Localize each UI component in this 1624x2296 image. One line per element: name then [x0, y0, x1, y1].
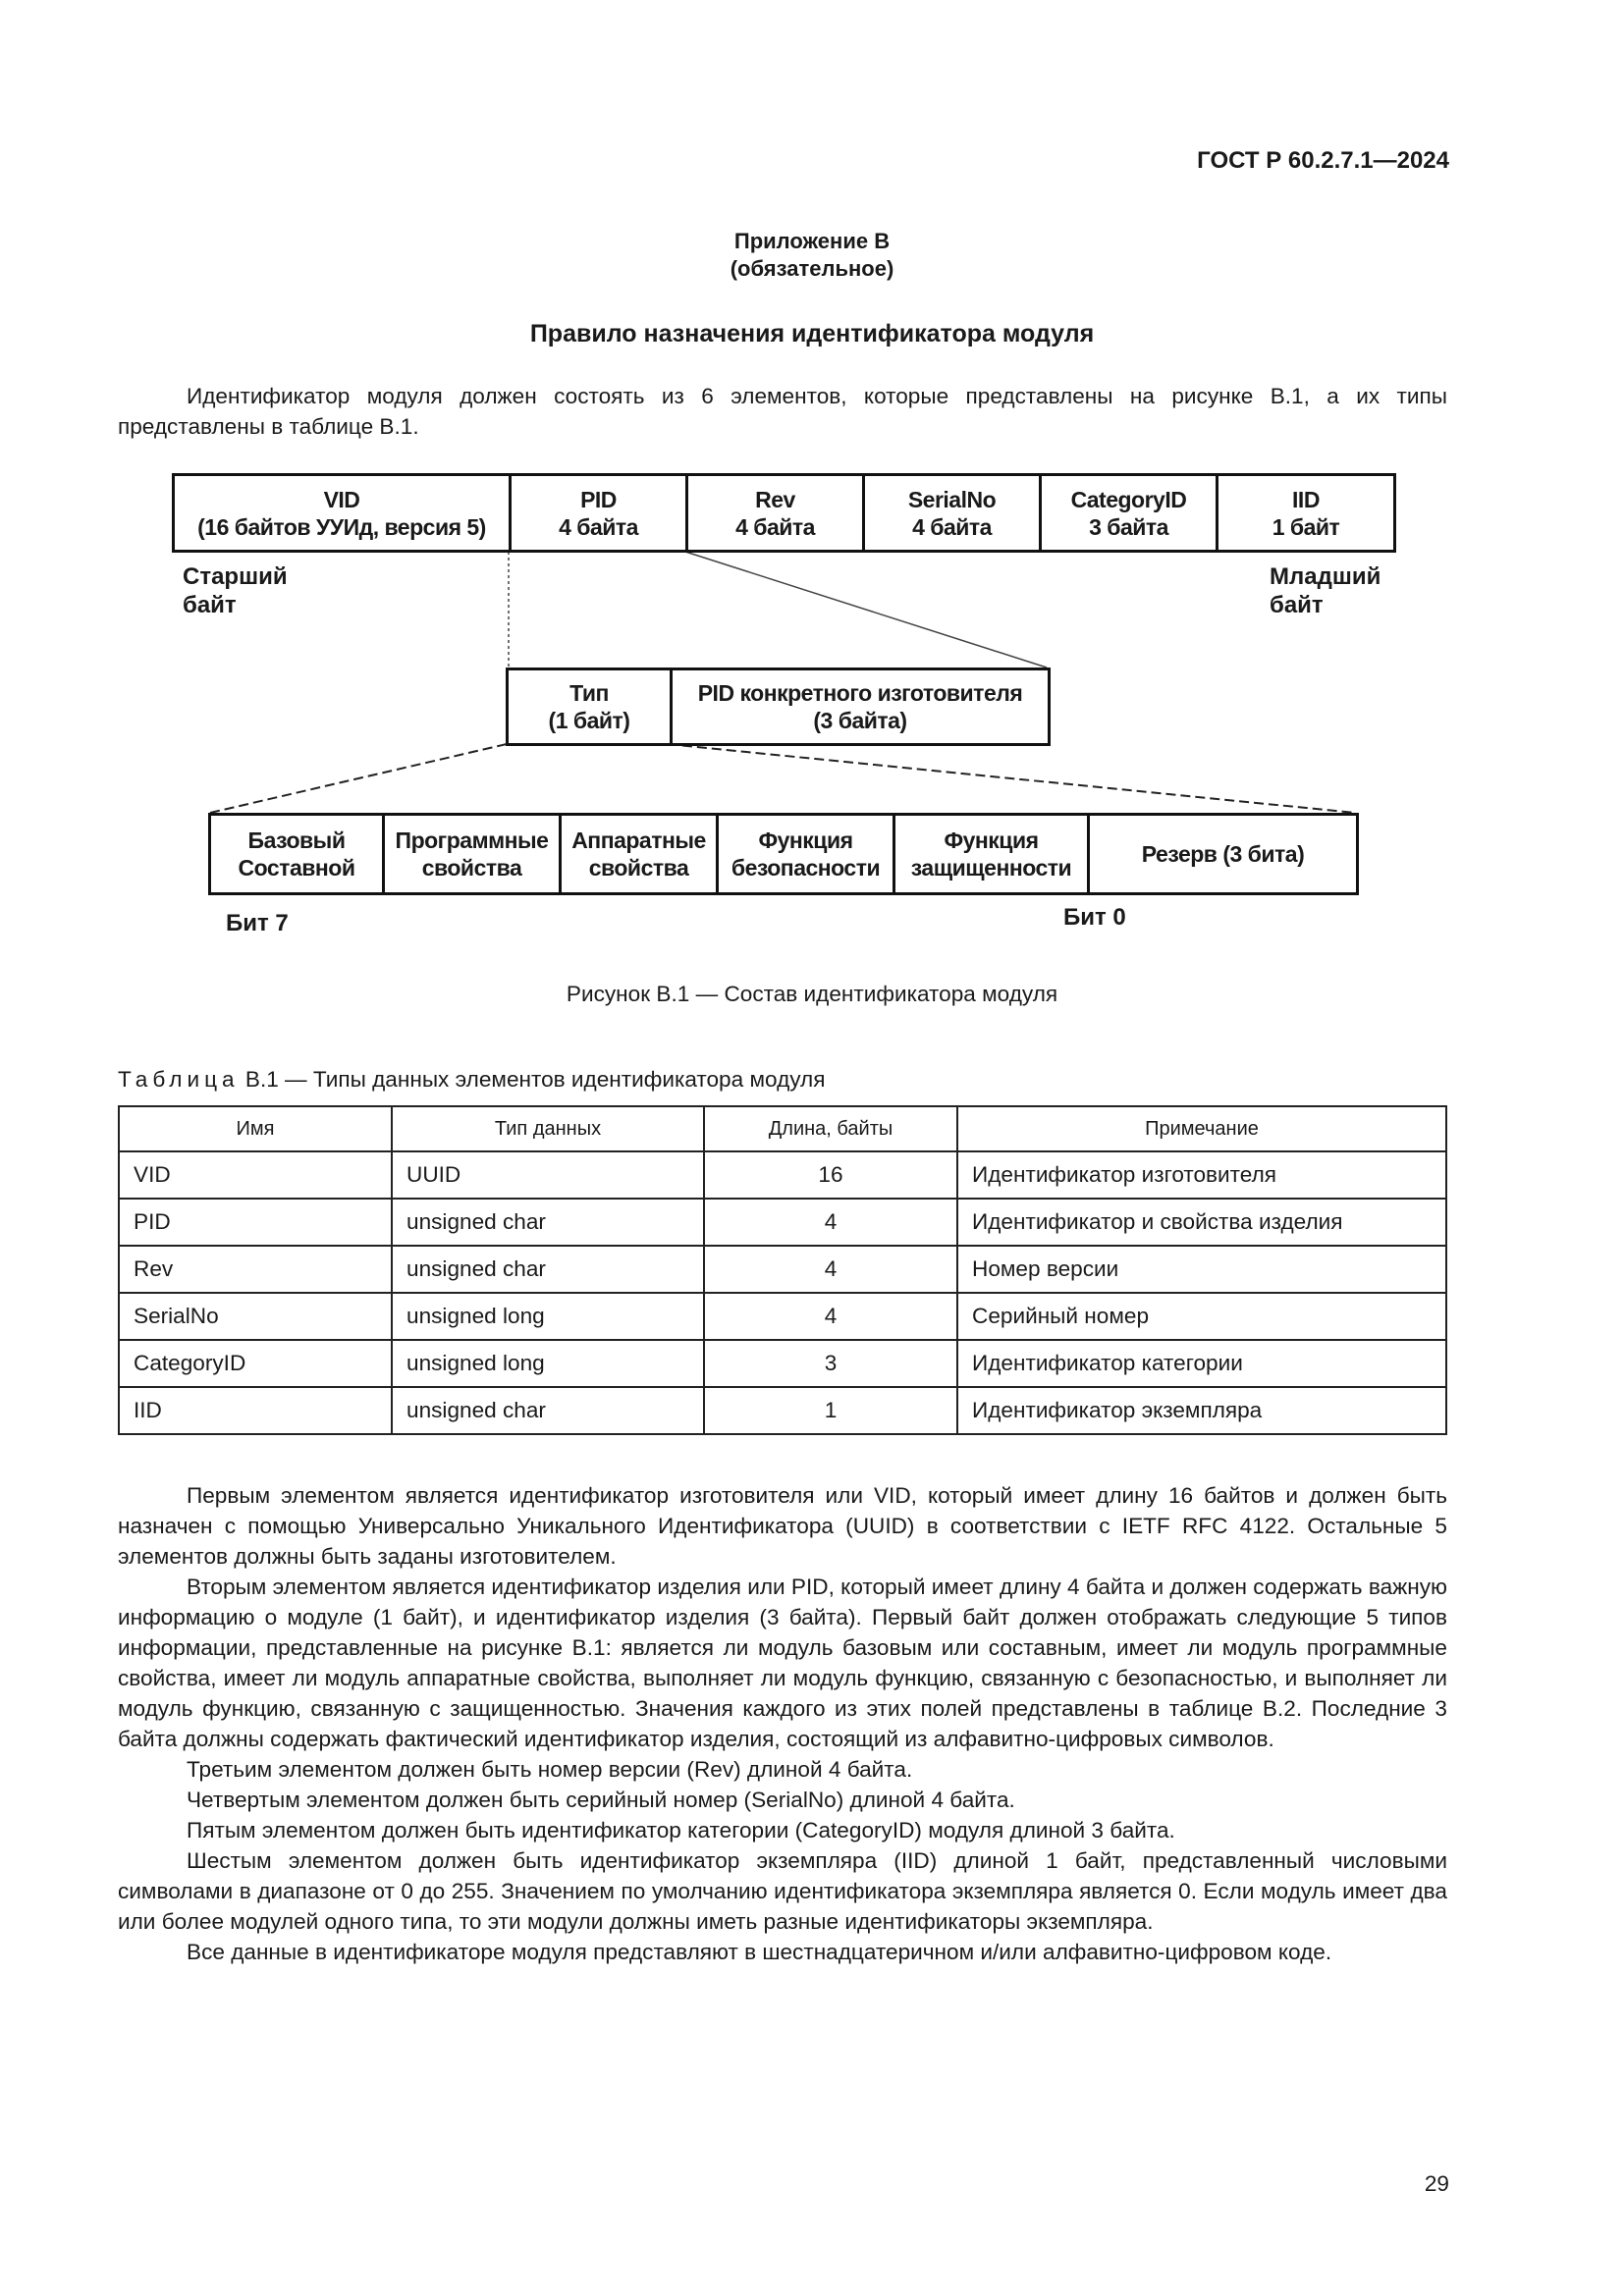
cell-note: Номер версии [957, 1246, 1446, 1293]
col-header-type: Тип данных [392, 1106, 704, 1151]
table-row [119, 1246, 1446, 1293]
bit0-label: Бит 0 [1063, 904, 1126, 931]
table-row [119, 1340, 1446, 1387]
low-byte-label: Младший байт [1270, 563, 1381, 618]
cell-length: 16 [704, 1151, 957, 1199]
intro-paragraph: Идентификатор модуля должен состоять из 6 элементов, которые представлены на рисунке В.1, а их типы представлены в таблице В.1. [118, 384, 1447, 439]
body-text [118, 1480, 1447, 1967]
paragraph: Пятым элементом должен быть идентификатор категории (CategoryID) модуля длиной 3 байта. [187, 1818, 1175, 1842]
pid-breakdown-row [506, 667, 1051, 746]
type-bits-row [208, 813, 1359, 895]
cell-type: unsigned char [392, 1199, 704, 1246]
paragraph: Вторым элементом является идентификатор изделия или PID, который имеет длину 4 байта и должен содержать важную информацию о модуле (1 байт), и идентификатор изделия (3 байта). Первый байт должен отображать следующие 5 типов информации, представленные на рисунке В.1: является ли модуль базовым или составным, имеет ли модуль программные свойства, имеет ли модуль аппаратные свойства, выполняет ли модуль функцию, связанную с безопасностью, и выполняет ли модуль функцию, связанную с защищенностью. Значения каждого из этих полей представлены в таблице В.2. Последние 3 байта должны содержать фактический идентификатор изделия, состоящий из алфавитно-цифровых символов. [118, 1575, 1447, 1751]
bit-safety-function: Функция безопасности [719, 816, 895, 892]
cell-note: Идентификатор категории [957, 1340, 1446, 1387]
document-code: ГОСТ Р 60.2.7.1—2024 [1197, 147, 1449, 174]
paragraph: Четвертым элементом должен быть серийный номер (SerialNo) длиной 4 байта. [187, 1788, 1015, 1812]
table-caption-text: В.1 — Типы данных элементов идентификатора модуля [239, 1067, 826, 1092]
cell-note: Идентификатор экземпляра [957, 1387, 1446, 1434]
data-types-table [118, 1105, 1447, 1435]
cell-note: Идентификатор и свойства изделия [957, 1199, 1446, 1246]
cell-length: 4 [704, 1293, 957, 1340]
field-categoryid: CategoryID 3 байта [1042, 476, 1218, 550]
appendix-status: (обязательное) [730, 256, 894, 281]
cell-name: PID [119, 1199, 392, 1246]
field-type: Тип (1 байт) [509, 670, 673, 743]
field-serialno: SerialNo 4 байта [865, 476, 1042, 550]
appendix-title: Приложение В [733, 229, 891, 253]
paragraph: Третьим элементом должен быть номер версии (Rev) длиной 4 байта. [187, 1757, 913, 1782]
bit-security-function: Функция защищенности [895, 816, 1090, 892]
table-row [119, 1387, 1446, 1434]
field-iid: IID 1 байт [1272, 486, 1340, 540]
cell-name: IID [119, 1387, 392, 1434]
cell-note: Серийный номер [957, 1293, 1446, 1340]
cell-length: 1 [704, 1387, 957, 1434]
cell-type: unsigned long [392, 1293, 704, 1340]
cell-name: SerialNo [119, 1293, 392, 1340]
cell-note: Идентификатор изготовителя [957, 1151, 1446, 1199]
table-header-row [119, 1106, 1446, 1151]
cell-name: CategoryID [119, 1340, 392, 1387]
field-rev: Rev 4 байта [688, 476, 865, 550]
col-header-note: Примечание [957, 1106, 1446, 1151]
bits-reserved: Резерв (3 бита) [1141, 841, 1305, 867]
cell-type: unsigned long [392, 1340, 704, 1387]
table-caption-prefix: Таблица [118, 1067, 240, 1092]
col-header-name: Имя [119, 1106, 392, 1151]
paragraph: Шестым элементом должен быть идентификатор экземпляра (IID) длиной 1 байт, представленный числовыми символами в диапазоне от 0 до 255. Значением по умолчанию идентификатора экземпляра является 0. Если модуль имеет два или более модулей одного типа, то эти модули должны иметь разные идентификаторы экземпляра. [118, 1848, 1447, 1934]
table-caption [118, 1067, 825, 1093]
appendix-heading [0, 228, 1624, 283]
table-row [119, 1151, 1446, 1199]
table-row [119, 1199, 1446, 1246]
table-row [119, 1293, 1446, 1340]
cell-name: Rev [119, 1246, 392, 1293]
high-byte-label: Старший байт [183, 563, 288, 618]
bit-hardware-properties: Аппаратные свойства [562, 816, 719, 892]
paragraph: Все данные в идентификаторе модуля представляют в шестнадцатеричном и/или алфавитно-цифровом коде. [187, 1940, 1332, 1964]
module-id-row [172, 473, 1396, 553]
cell-length: 4 [704, 1246, 957, 1293]
paragraph: Первым элементом является идентификатор изготовителя или VID, который имеет длину 16 байтов и должен быть назначен с помощью Универсально Уникального Идентификатора (UUID) в соответствии с IETF RFC 4122. Остальные 5 элементов должны быть заданы изготовителем. [118, 1483, 1447, 1569]
cell-length: 3 [704, 1340, 957, 1387]
bit-basic-composite: Базовый Составной [211, 816, 385, 892]
figure-caption: Рисунок В.1 — Состав идентификатора модуля [566, 982, 1058, 1006]
bit7-label: Бит 7 [226, 910, 289, 936]
bit-software-properties: Программные свойства [385, 816, 562, 892]
field-pid: PID 4 байта [512, 476, 688, 550]
col-header-length: Длина, байты [704, 1106, 957, 1151]
cell-name: VID [119, 1151, 392, 1199]
field-vendor-pid: PID конкретного изготовителя (3 байта) [697, 680, 1023, 733]
section-heading: Правило назначения идентификатора модуля [529, 320, 1095, 347]
cell-type: unsigned char [392, 1246, 704, 1293]
cell-type: UUID [392, 1151, 704, 1199]
cell-length: 4 [704, 1199, 957, 1246]
cell-type: unsigned char [392, 1387, 704, 1434]
page-number: 29 [1424, 2171, 1449, 2196]
field-vid: VID (16 байтов УУИд, версия 5) [175, 476, 512, 550]
